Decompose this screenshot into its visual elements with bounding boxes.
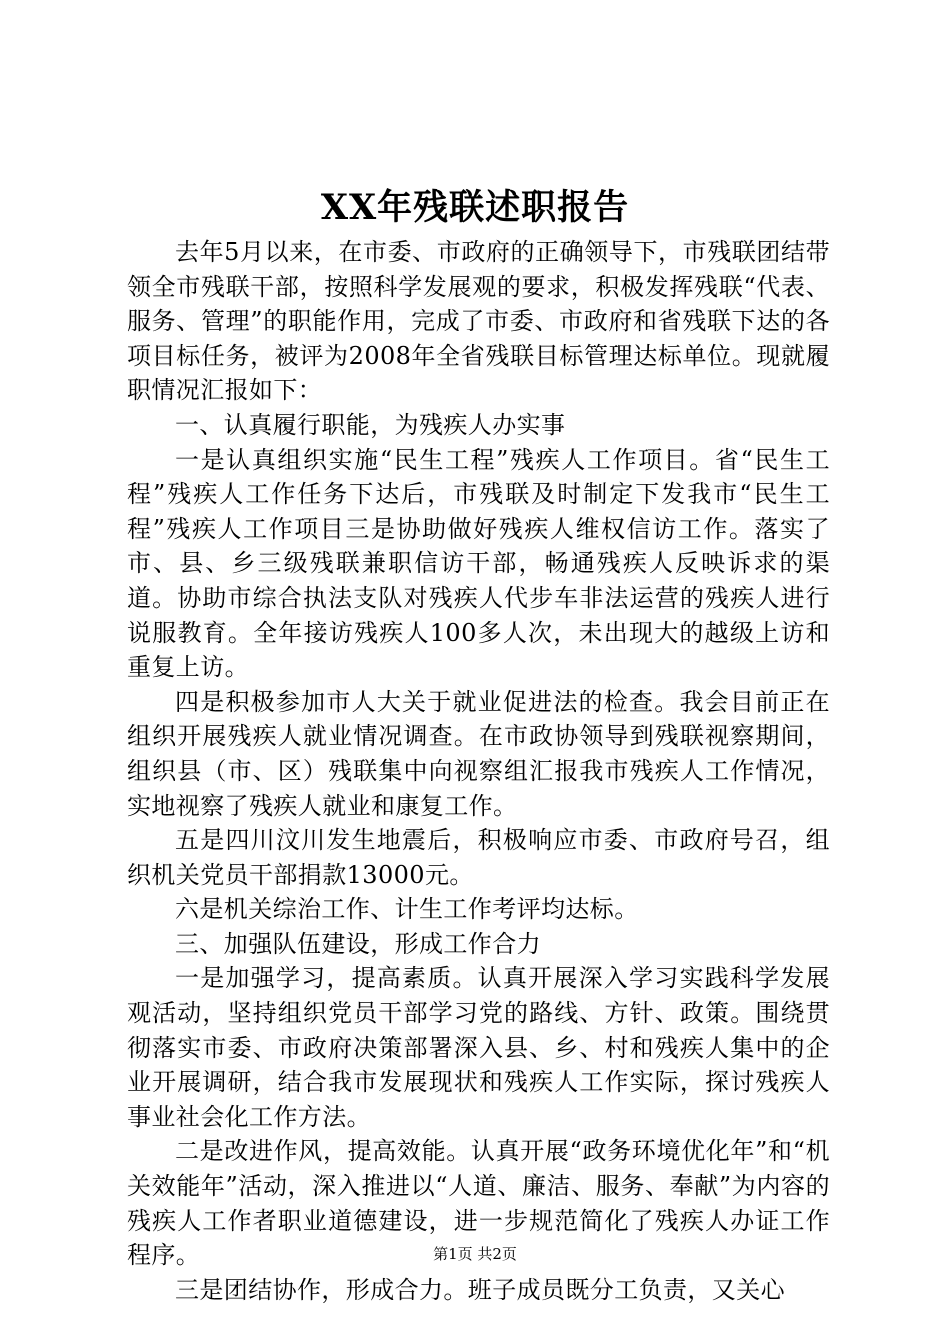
section-heading-3: 三、加强队伍建设，形成工作合力 xyxy=(175,929,541,958)
paragraph-item-4: 四是积极参加市人大关于就业促进法的检查。我会目前正在组织开展残疾人就业情况调查。在市政协领导到残联视察期间，组织县（市、区）残联集中向视察组汇报我市残疾人工作情况，实地视察了残疾人就业和康复工作。 xyxy=(127,687,830,820)
paragraph-item-6: 六是机关综治工作、计生工作考评均达标。 xyxy=(175,895,639,924)
paragraph-cooperation: 三是团结协作，形成合力。班子成员既分工负责，又关心 xyxy=(175,1275,785,1304)
paragraph-item-1: 一是认真组织实施“民生工程”残疾人工作项目。省“民生工程”残疾人工作任务下达后，市残联及时制定下发我市“民生工程”残疾人工作项目三是协助做好残疾人维权信访工作。落实了市、县、乡三级残联兼职信访干部，畅通残疾人反映诉求的渠道。协助市综合执法支队对残疾人代步车非法运营的残疾人进行说服教育。全年接访残疾人100多人次，未出现大的越级上访和重复上访。 xyxy=(127,445,830,682)
document-title: XX年残联述职报告 xyxy=(320,187,630,228)
page-indicator: 第1页 共2页 xyxy=(433,1245,517,1263)
paragraph-intro: 去年5月以来，在市委、市政府的正确领导下，市残联团结带领全市残联干部，按照科学发展观的要求，积极发挥残联“代表、服务、管理”的职能作用，完成了市委、市政府和省残联下达的各项目标任务，被评为2008年全省残联目标管理达标单位。现就履职情况汇报如下： xyxy=(127,238,830,405)
paragraph-study: 一是加强学习，提高素质。认真开展深入学习实践科学发展观活动，坚持组织党员干部学习党的路线、方针、政策。围绕贯彻落实市委、市政府决策部署深入县、乡、村和残疾人集中的企业开展调研，结合我市发展现状和残疾人工作实际，探讨残疾人事业社会化工作方法。 xyxy=(127,964,830,1131)
section-heading-1: 一、认真履行职能，为残疾人办实事 xyxy=(175,410,566,439)
paragraph-item-5: 五是四川汶川发生地震后，积极响应市委、市政府号召，组织机关党员干部捐款13000元。 xyxy=(127,826,830,889)
document-body xyxy=(127,235,830,1307)
paragraph-style: 二是改进作风，提高效能。认真开展“政务环境优化年”和“机关效能年”活动，深入推进以“人道、廉洁、服务、奉献”为内容的残疾人工作者职业道德建设，进一步规范简化了残疾人办证工作程序。 xyxy=(127,1137,830,1270)
